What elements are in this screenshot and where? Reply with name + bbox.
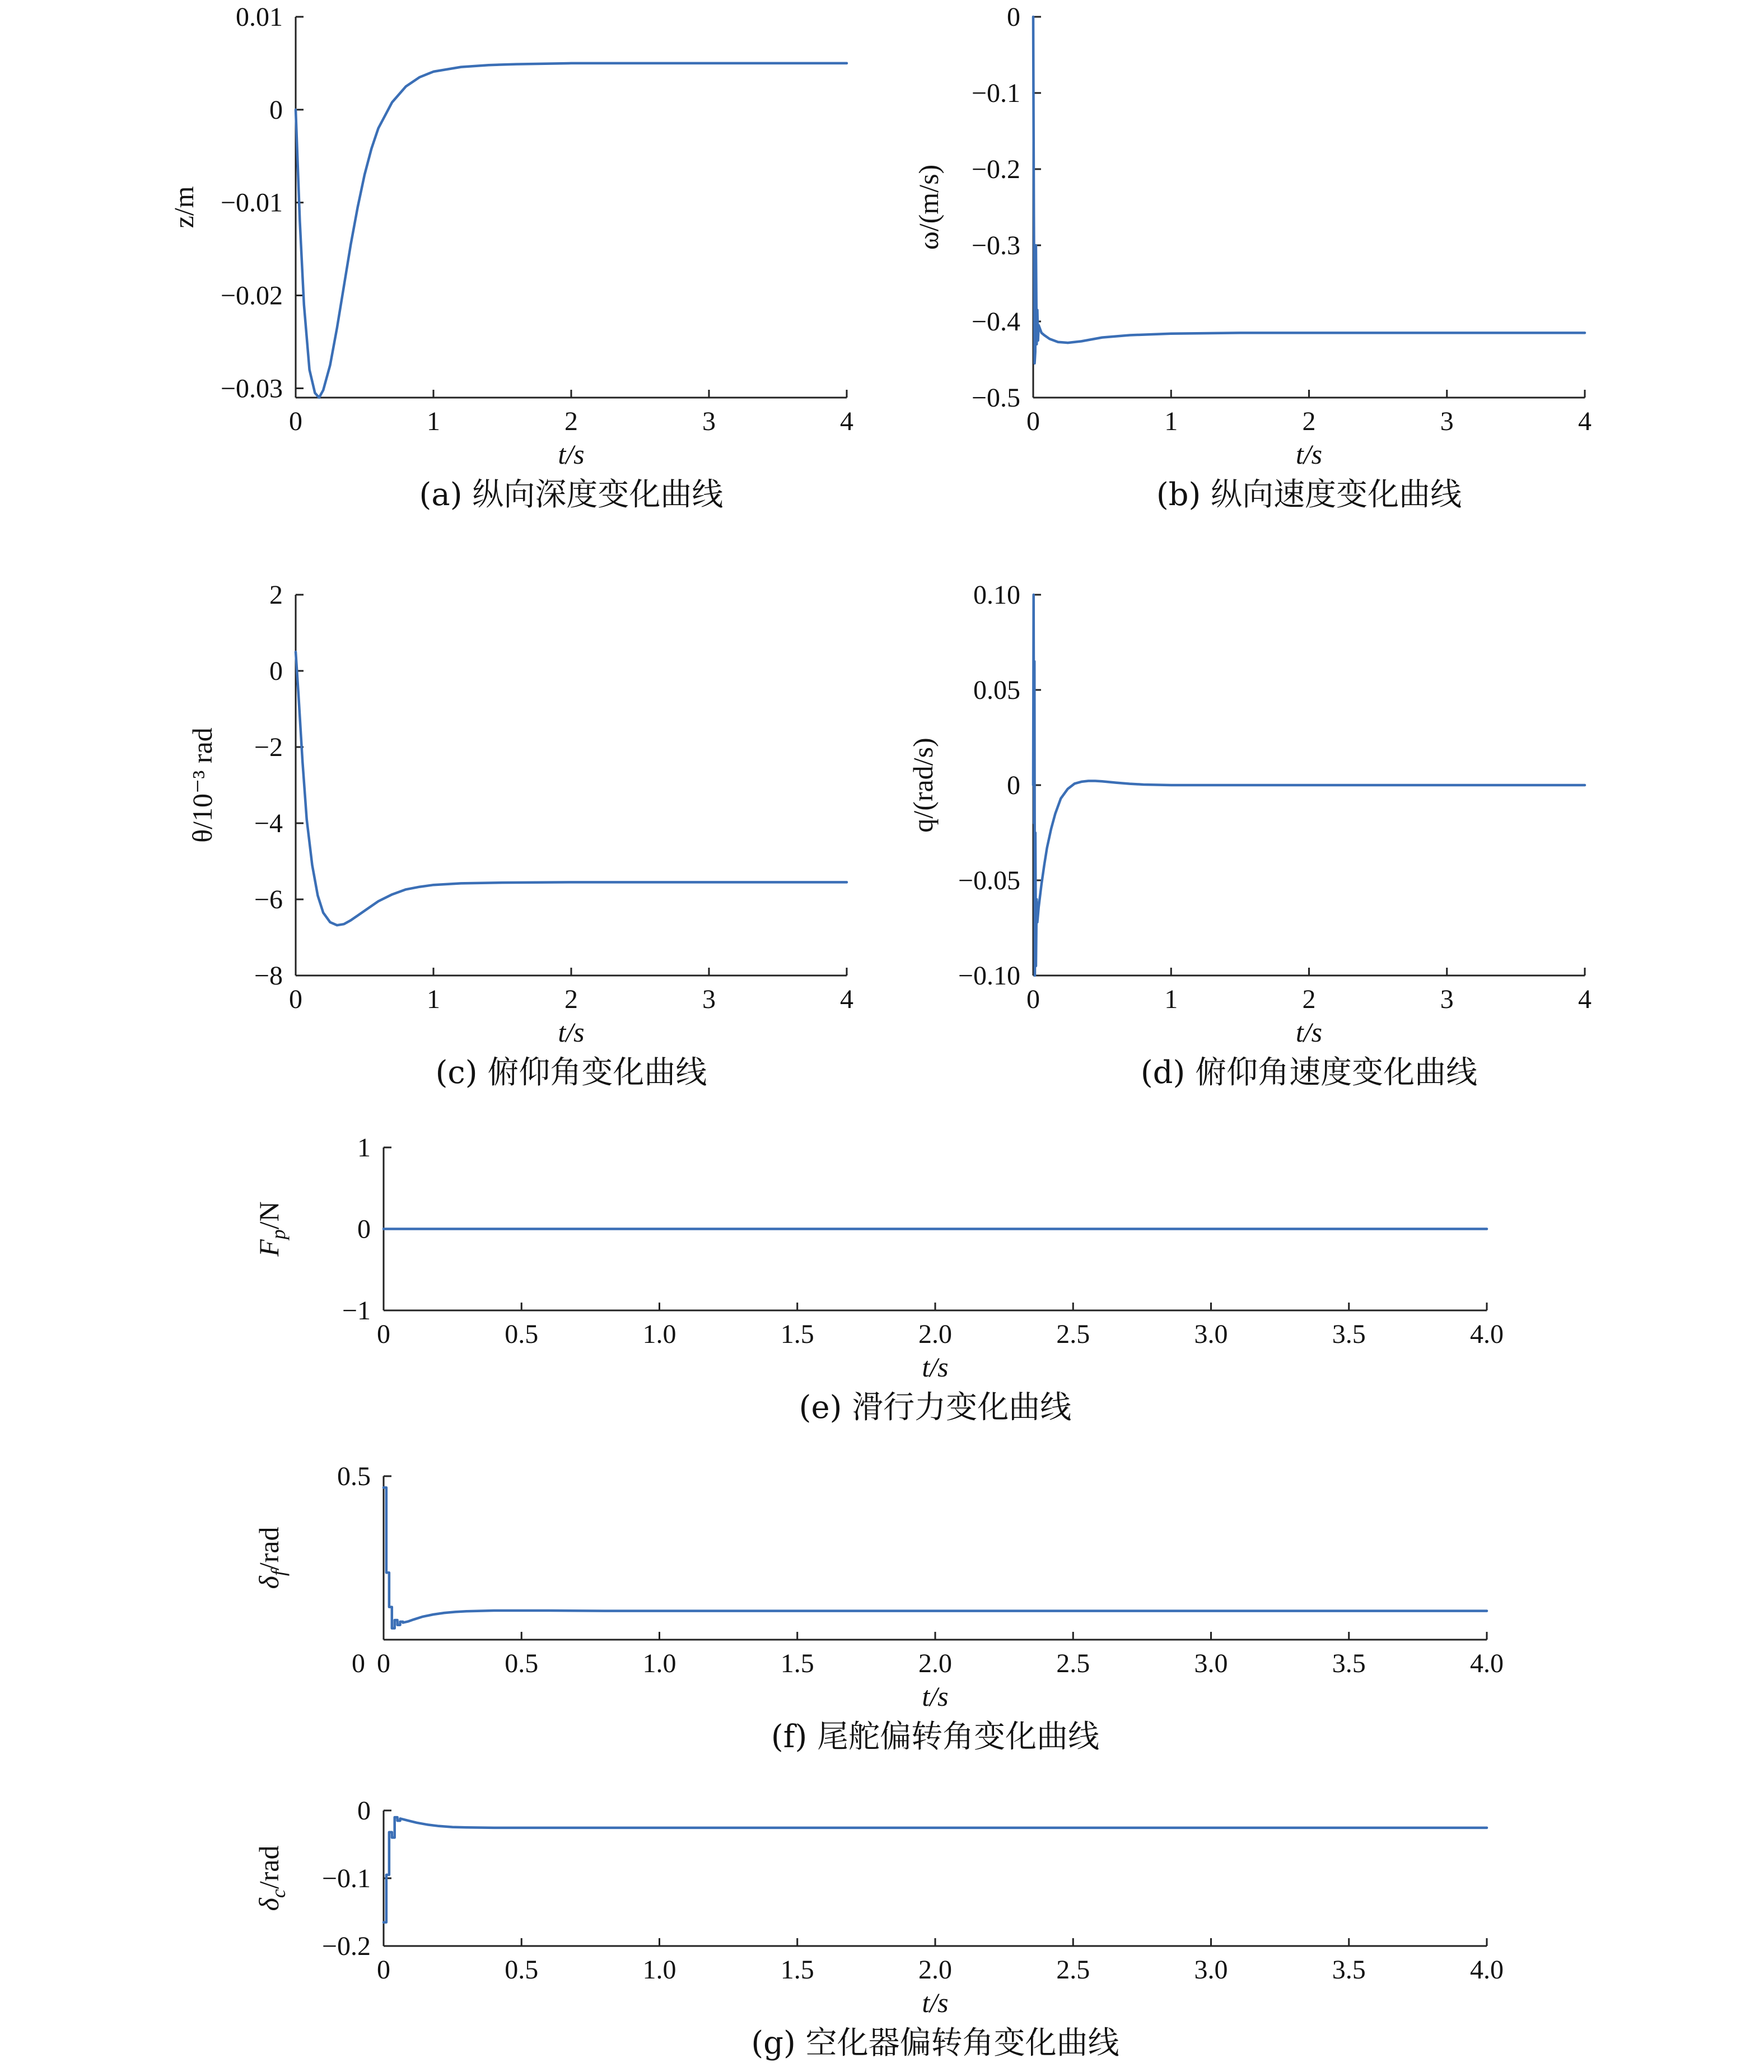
series-line-b [1033, 17, 1585, 363]
y-tick-label: −8 [254, 961, 283, 991]
x-tick-label: 1 [427, 407, 440, 436]
subfigure-caption: (e) 滑行力变化曲线 [799, 1389, 1072, 1426]
x-tick-label: 3 [702, 984, 716, 1014]
subfigure-caption: (b) 纵向速度变化曲线 [1156, 477, 1462, 513]
chart-a [168, 2, 853, 513]
series-line-a [296, 63, 847, 398]
x-tick-label: 2 [1302, 407, 1316, 436]
series-line-g [384, 1817, 1487, 1922]
chart-c [186, 580, 853, 1091]
y-tick-label: 0.5 [337, 1462, 371, 1491]
x-tick-label: 0 [377, 1319, 390, 1349]
chart-d [907, 580, 1592, 1091]
y-tick-label: 0 [1007, 2, 1020, 32]
y-tick-label: 0.01 [236, 2, 283, 32]
chart-b [913, 2, 1592, 513]
x-tick-label: 2.5 [1056, 1649, 1090, 1678]
x-axis-label: t/s [558, 1016, 585, 1048]
subfigure-caption: (d) 俯仰角速度变化曲线 [1140, 1054, 1478, 1091]
x-tick-label: 1 [1164, 407, 1178, 436]
chart-f [253, 1462, 1504, 1755]
x-axis-label: t/s [922, 1987, 949, 2018]
y-tick-label: −1 [342, 1296, 371, 1326]
x-tick-label: 0 [1026, 407, 1040, 436]
x-tick-label: 3.5 [1332, 1649, 1366, 1678]
x-axis-label: t/s [558, 438, 585, 470]
y-tick-label: −0.3 [971, 231, 1020, 260]
subfigure-caption: (f) 尾舵偏转角变化曲线 [771, 1719, 1100, 1755]
y-tick-label: −0.01 [220, 188, 283, 218]
x-tick-label: 2 [564, 984, 578, 1014]
x-tick-label: 1.0 [642, 1955, 676, 1985]
x-tick-label: 3.0 [1194, 1649, 1228, 1678]
subfigure-caption: (a) 纵向深度变化曲线 [419, 477, 724, 513]
x-tick-label: 3.5 [1332, 1319, 1366, 1349]
x-tick-label: 4 [840, 984, 853, 1014]
y-tick-label: 0 [269, 656, 283, 686]
y-tick-label: 2 [269, 580, 283, 610]
x-axis-label: t/s [922, 1351, 949, 1383]
y-axis-label: ω/(m/s) [913, 164, 944, 250]
y-tick-label: −0.1 [321, 1864, 371, 1893]
y-tick-label: 0 [357, 1796, 371, 1826]
y-tick-label: 1 [357, 1133, 371, 1163]
subfigure-caption: (c) 俯仰角变化曲线 [435, 1054, 707, 1091]
chart-g [253, 1796, 1504, 2061]
y-axis-label: θ/10⁻³ rad [186, 727, 218, 843]
x-tick-label: 0.5 [505, 1649, 539, 1678]
x-tick-label: 1.5 [780, 1955, 814, 1985]
x-tick-label: 3.5 [1332, 1955, 1366, 1985]
x-tick-label: 0 [289, 407, 302, 436]
x-tick-label: 0 [377, 1955, 390, 1985]
y-tick-label: 0 [357, 1214, 371, 1244]
x-tick-label: 2.0 [918, 1649, 952, 1678]
series-line-d [1033, 595, 1585, 976]
y-axis-label: $\delta_f$/rad [253, 1527, 290, 1589]
series-line-c [296, 652, 847, 925]
y-tick-label: −4 [254, 809, 283, 838]
x-tick-label: 4.0 [1470, 1319, 1504, 1349]
x-axis-label: t/s [1295, 1016, 1323, 1048]
x-tick-label: 0.5 [505, 1955, 539, 1985]
y-axis-label: q/(rad/s) [907, 738, 939, 833]
y-tick-label: −0.10 [958, 961, 1020, 991]
x-tick-label: 1 [1164, 984, 1178, 1014]
y-tick-label: −0.05 [958, 866, 1020, 895]
y-axis-label: z/m [168, 186, 199, 228]
x-tick-label: 2.5 [1056, 1319, 1090, 1349]
x-tick-label: 1.5 [780, 1319, 814, 1349]
x-tick-label: 0 [377, 1649, 390, 1678]
subfigure-caption: (g) 空化器偏转角变化曲线 [751, 2025, 1119, 2061]
x-tick-label: 2.0 [918, 1319, 952, 1349]
x-tick-label: 1 [427, 984, 440, 1014]
chart-e [253, 1133, 1504, 1426]
x-tick-label: 2.5 [1056, 1955, 1090, 1985]
x-tick-label: 3.0 [1194, 1319, 1228, 1349]
x-tick-label: 3 [1440, 407, 1454, 436]
y-tick-label: 0 [269, 95, 283, 125]
y-tick-label: −0.4 [971, 307, 1020, 337]
x-tick-label: 0.5 [505, 1319, 539, 1349]
series-line-f [384, 1487, 1487, 1628]
y-tick-label: 0.10 [973, 580, 1020, 610]
y-axis-label: $\delta_c$/rad [253, 1845, 290, 1911]
y-tick-label: −0.03 [220, 374, 283, 404]
x-tick-label: 1.0 [642, 1319, 676, 1349]
x-tick-label: 1.5 [780, 1649, 814, 1678]
y-tick-label: −6 [254, 885, 283, 914]
x-tick-label: 4 [1578, 407, 1592, 436]
x-tick-label: 3 [702, 407, 716, 436]
y-axis-label: $F_p/N$ [253, 1201, 290, 1257]
y-tick-label: −0.2 [321, 1931, 371, 1961]
y-tick-label: −0.02 [220, 281, 283, 311]
x-axis-label: t/s [1295, 438, 1323, 470]
x-tick-label: 1.0 [642, 1649, 676, 1678]
y-origin-label: 0 [352, 1649, 365, 1678]
y-tick-label: −0.1 [971, 78, 1020, 108]
y-tick-label: 0 [1007, 771, 1020, 800]
y-tick-label: −0.5 [971, 383, 1020, 413]
y-tick-label: −0.2 [971, 155, 1020, 184]
x-tick-label: 4.0 [1470, 1955, 1504, 1985]
y-tick-label: −2 [254, 732, 283, 762]
x-tick-label: 0 [1026, 984, 1040, 1014]
y-tick-label: 0.05 [973, 675, 1020, 705]
x-tick-label: 4 [840, 407, 853, 436]
x-tick-label: 3 [1440, 984, 1454, 1014]
x-tick-label: 4.0 [1470, 1649, 1504, 1678]
x-axis-label: t/s [922, 1681, 949, 1712]
x-tick-label: 3.0 [1194, 1955, 1228, 1985]
x-tick-label: 2 [564, 407, 578, 436]
x-tick-label: 4 [1578, 984, 1592, 1014]
x-tick-label: 2 [1302, 984, 1316, 1014]
x-tick-label: 0 [289, 984, 302, 1014]
x-tick-label: 2.0 [918, 1955, 952, 1985]
